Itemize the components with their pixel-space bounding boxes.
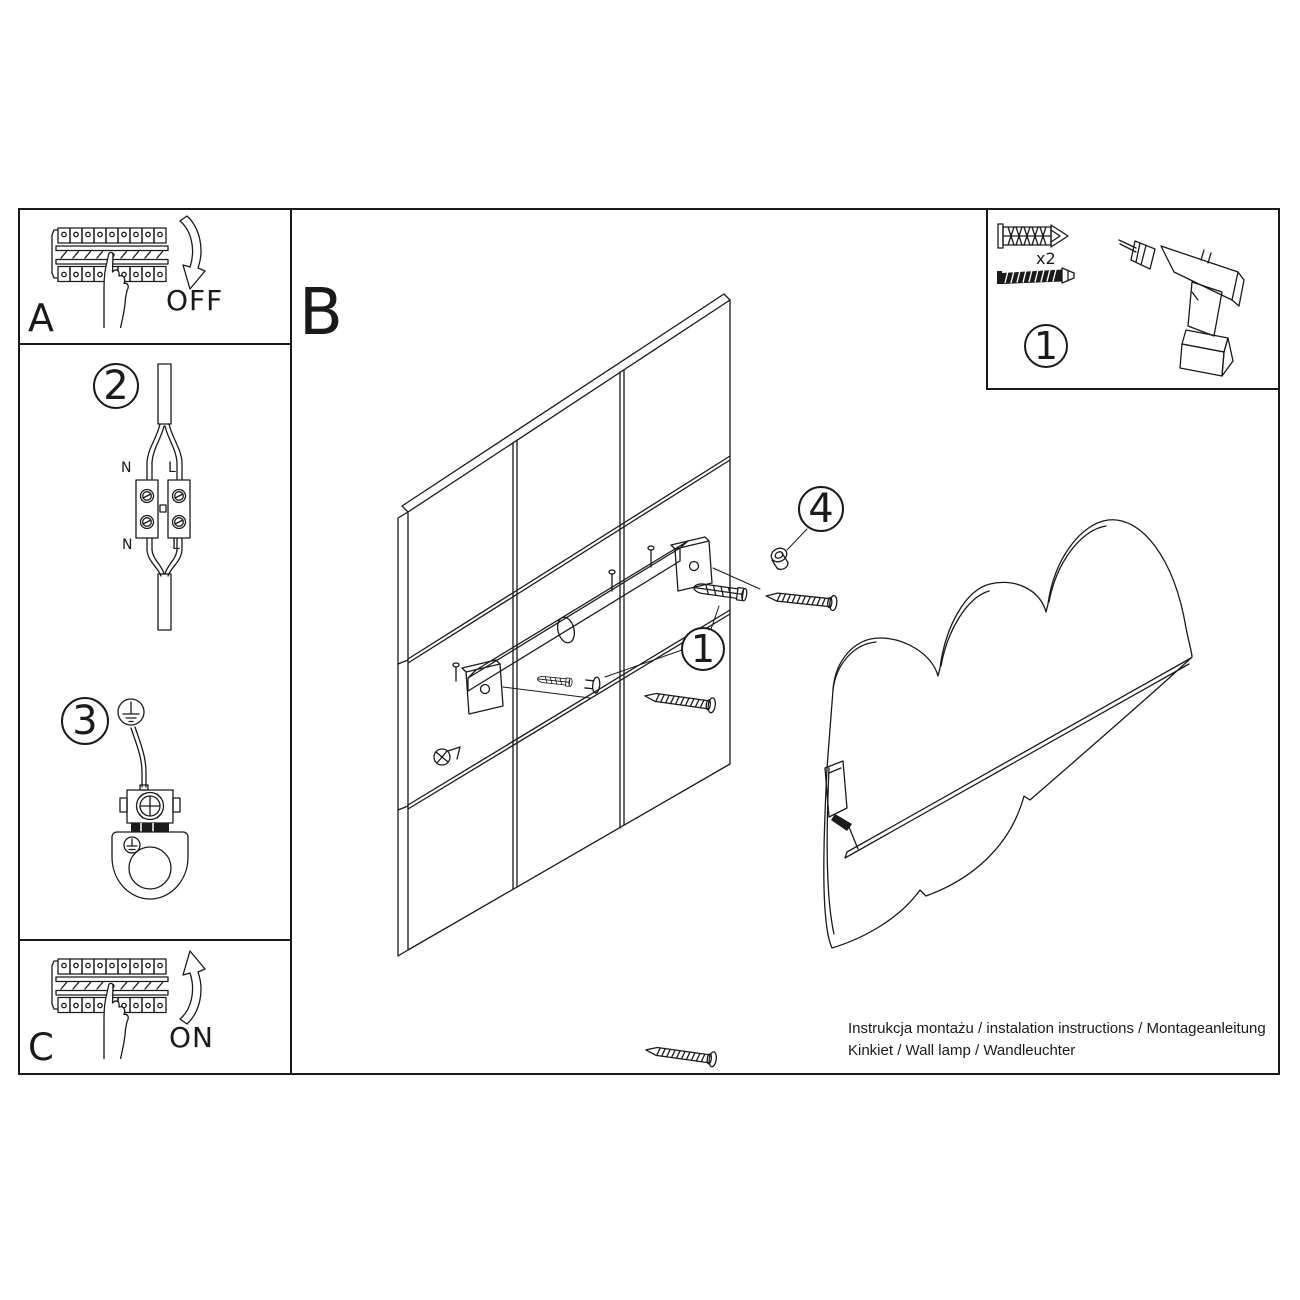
- step-3-number: 3: [72, 698, 98, 744]
- terminal-l-top-label: L: [168, 460, 176, 476]
- circuit-breaker-icon: [52, 959, 168, 1059]
- right-fixing-group: [693, 529, 837, 611]
- cover-cap-icon: [769, 546, 789, 570]
- power-off-label: OFF: [166, 284, 224, 317]
- cloud-slot-icon: [831, 814, 852, 831]
- wire-connector-icon: [110, 360, 230, 630]
- mounting-screw-icon: [997, 268, 1074, 284]
- right-bracket-icon: [671, 537, 712, 591]
- terminal-n-top-label: N: [121, 460, 132, 476]
- toolbox-illustration: [986, 208, 1280, 390]
- step-4-callout: [798, 486, 844, 532]
- cloud-bracket-icon: [825, 761, 858, 849]
- tiled-wall-icon: [398, 294, 730, 956]
- terminal-l-bottom-label: L: [172, 537, 180, 553]
- screw-icon: [645, 1042, 717, 1067]
- panel-c-label: C: [28, 1026, 54, 1069]
- screw-icon: [644, 688, 716, 713]
- step-4-number: 4: [808, 486, 834, 532]
- arrow-down-icon: [180, 216, 205, 289]
- cloud-lamp-icon: [824, 520, 1192, 948]
- arrow-up-icon: [180, 951, 205, 1024]
- toolbox-step-callout: [1024, 324, 1068, 368]
- panel-a-illustration: [18, 208, 290, 345]
- terminal-n-bottom-label: N: [122, 537, 133, 553]
- step-1-callout: [681, 627, 725, 671]
- footer-title-line: Instrukcja montażu / instalation instructions / Montageanleitung: [848, 1020, 1266, 1037]
- screw-head-icon: [584, 676, 600, 693]
- toolbox-step-number: 1: [1033, 324, 1059, 368]
- panel-b-label: B: [299, 276, 343, 350]
- power-on-label: ON: [169, 1021, 214, 1054]
- circuit-breaker-icon: [52, 228, 168, 328]
- screw-icon: [765, 588, 837, 610]
- step-1-number: 1: [690, 627, 716, 671]
- footer-product-line: Kinkiet / Wall lamp / Wandleuchter: [848, 1042, 1076, 1059]
- wall-anchor-icon: [693, 581, 747, 601]
- ground-connection-icon: [55, 690, 205, 905]
- left-fixing-group: [434, 675, 716, 765]
- drill-icon: [1119, 240, 1244, 376]
- panel-a-label: A: [28, 296, 54, 340]
- anchor-quantity-label: x2: [1036, 249, 1056, 268]
- mounting-rail-icon: [453, 537, 712, 714]
- wall-anchor-icon: [537, 675, 572, 687]
- step-2-number: 2: [103, 363, 129, 409]
- wall-anchor-icon: [998, 224, 1068, 248]
- installed-screw-icon: [434, 747, 460, 765]
- callout-4-leader: [787, 529, 807, 550]
- panel-c-illustration: [18, 941, 290, 1075]
